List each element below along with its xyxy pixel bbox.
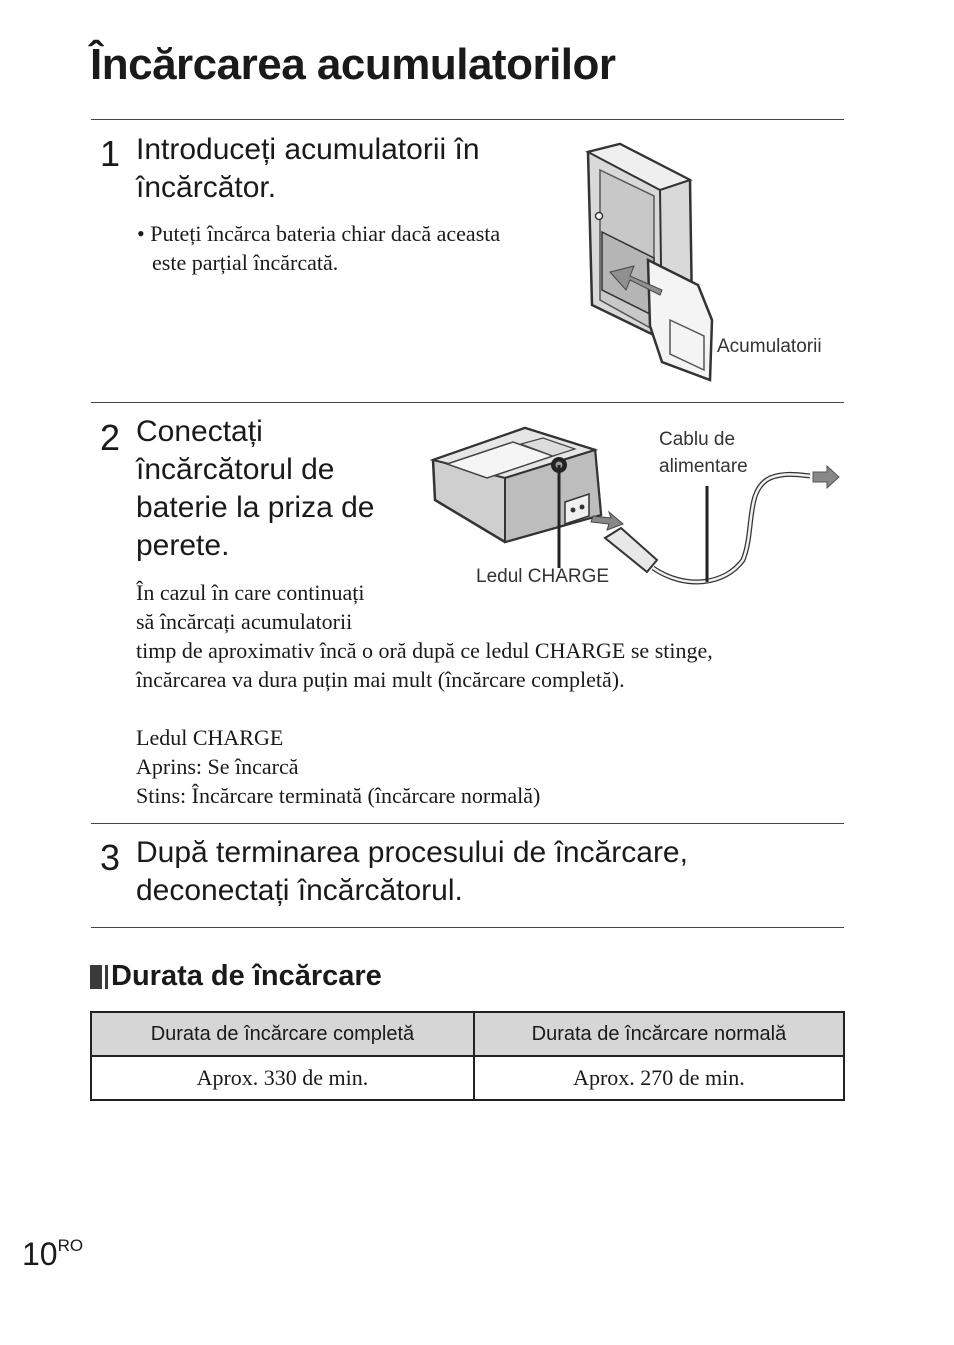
table-cell: Aprox. 330 de min.	[91, 1056, 474, 1100]
spacer	[136, 694, 713, 723]
charger-battery-illustration	[580, 140, 720, 390]
step-2-body-line: În cazul în care continuați	[136, 580, 365, 605]
step-3-title-line: deconectați încărcătorul.	[136, 874, 463, 907]
divider	[91, 119, 844, 120]
table-header-cell: Durata de încărcare normală	[474, 1012, 844, 1056]
step-1-note-line: • Puteți încărca bateria chiar dacă aceasta	[137, 221, 501, 246]
table-header-row	[91, 1012, 844, 1056]
section-marker-icon	[90, 965, 105, 989]
cable-label	[659, 426, 748, 480]
step-2-title-line: perete.	[136, 529, 230, 562]
step-1-title-line: încărcător.	[136, 171, 277, 204]
led-off-text: Stins: Încărcare terminată (încărcare normală)	[136, 783, 541, 808]
step-1-note-line: este parțial încărcată.	[152, 250, 339, 275]
cable-label-line: alimentare	[659, 456, 748, 477]
step-2-body-line: să încărcați acumulatorii	[136, 609, 353, 634]
battery-label: Acumulatorii	[717, 336, 822, 357]
divider	[91, 823, 844, 824]
step-2-number: 2	[100, 417, 121, 458]
section-heading-text: Durata de încărcare	[111, 960, 382, 992]
step-3-title	[136, 834, 688, 910]
divider	[91, 402, 844, 403]
cable-label-line: Cablu de	[659, 429, 736, 450]
page-number-value: 10	[22, 1236, 58, 1272]
page-number	[22, 1236, 83, 1273]
step-1-number: 1	[100, 133, 121, 174]
table-header-cell: Durata de încărcare completă	[91, 1012, 474, 1056]
step-2-title	[136, 413, 374, 565]
step-3-title-line: După terminarea procesului de încărcare,	[136, 836, 688, 869]
step-1-title-line: Introduceți acumulatorii în	[136, 133, 480, 166]
page-language-suffix: RO	[57, 1236, 84, 1255]
table-row	[91, 1056, 844, 1100]
step-2-title-line: încărcătorul de	[136, 453, 335, 486]
led-on-text: Aprins: Se încarcă	[136, 754, 299, 779]
divider	[91, 927, 844, 928]
charger-cable-illustration	[425, 420, 845, 590]
table-cell: Aprox. 270 de min.	[474, 1056, 844, 1100]
step-2-title-line: baterie la priza de	[136, 491, 375, 524]
led-label: Ledul CHARGE	[476, 566, 610, 587]
step-1-title	[136, 131, 480, 207]
step-2-body-line: încărcarea va dura puțin mai mult (încărcare completă).	[136, 667, 625, 692]
step-2-body	[136, 578, 713, 810]
step-2-body-line: timp de aproximativ încă o oră după ce ledul CHARGE se stinge,	[136, 638, 713, 663]
step-2-title-line: Conectați	[136, 415, 263, 448]
led-heading: Ledul CHARGE	[136, 725, 284, 750]
step-1-note	[137, 219, 500, 277]
section-heading	[90, 960, 382, 993]
charging-time-table	[90, 1011, 845, 1101]
step-3-number: 3	[100, 837, 121, 878]
page-title: Încărcarea acumulatorilor	[90, 40, 616, 89]
